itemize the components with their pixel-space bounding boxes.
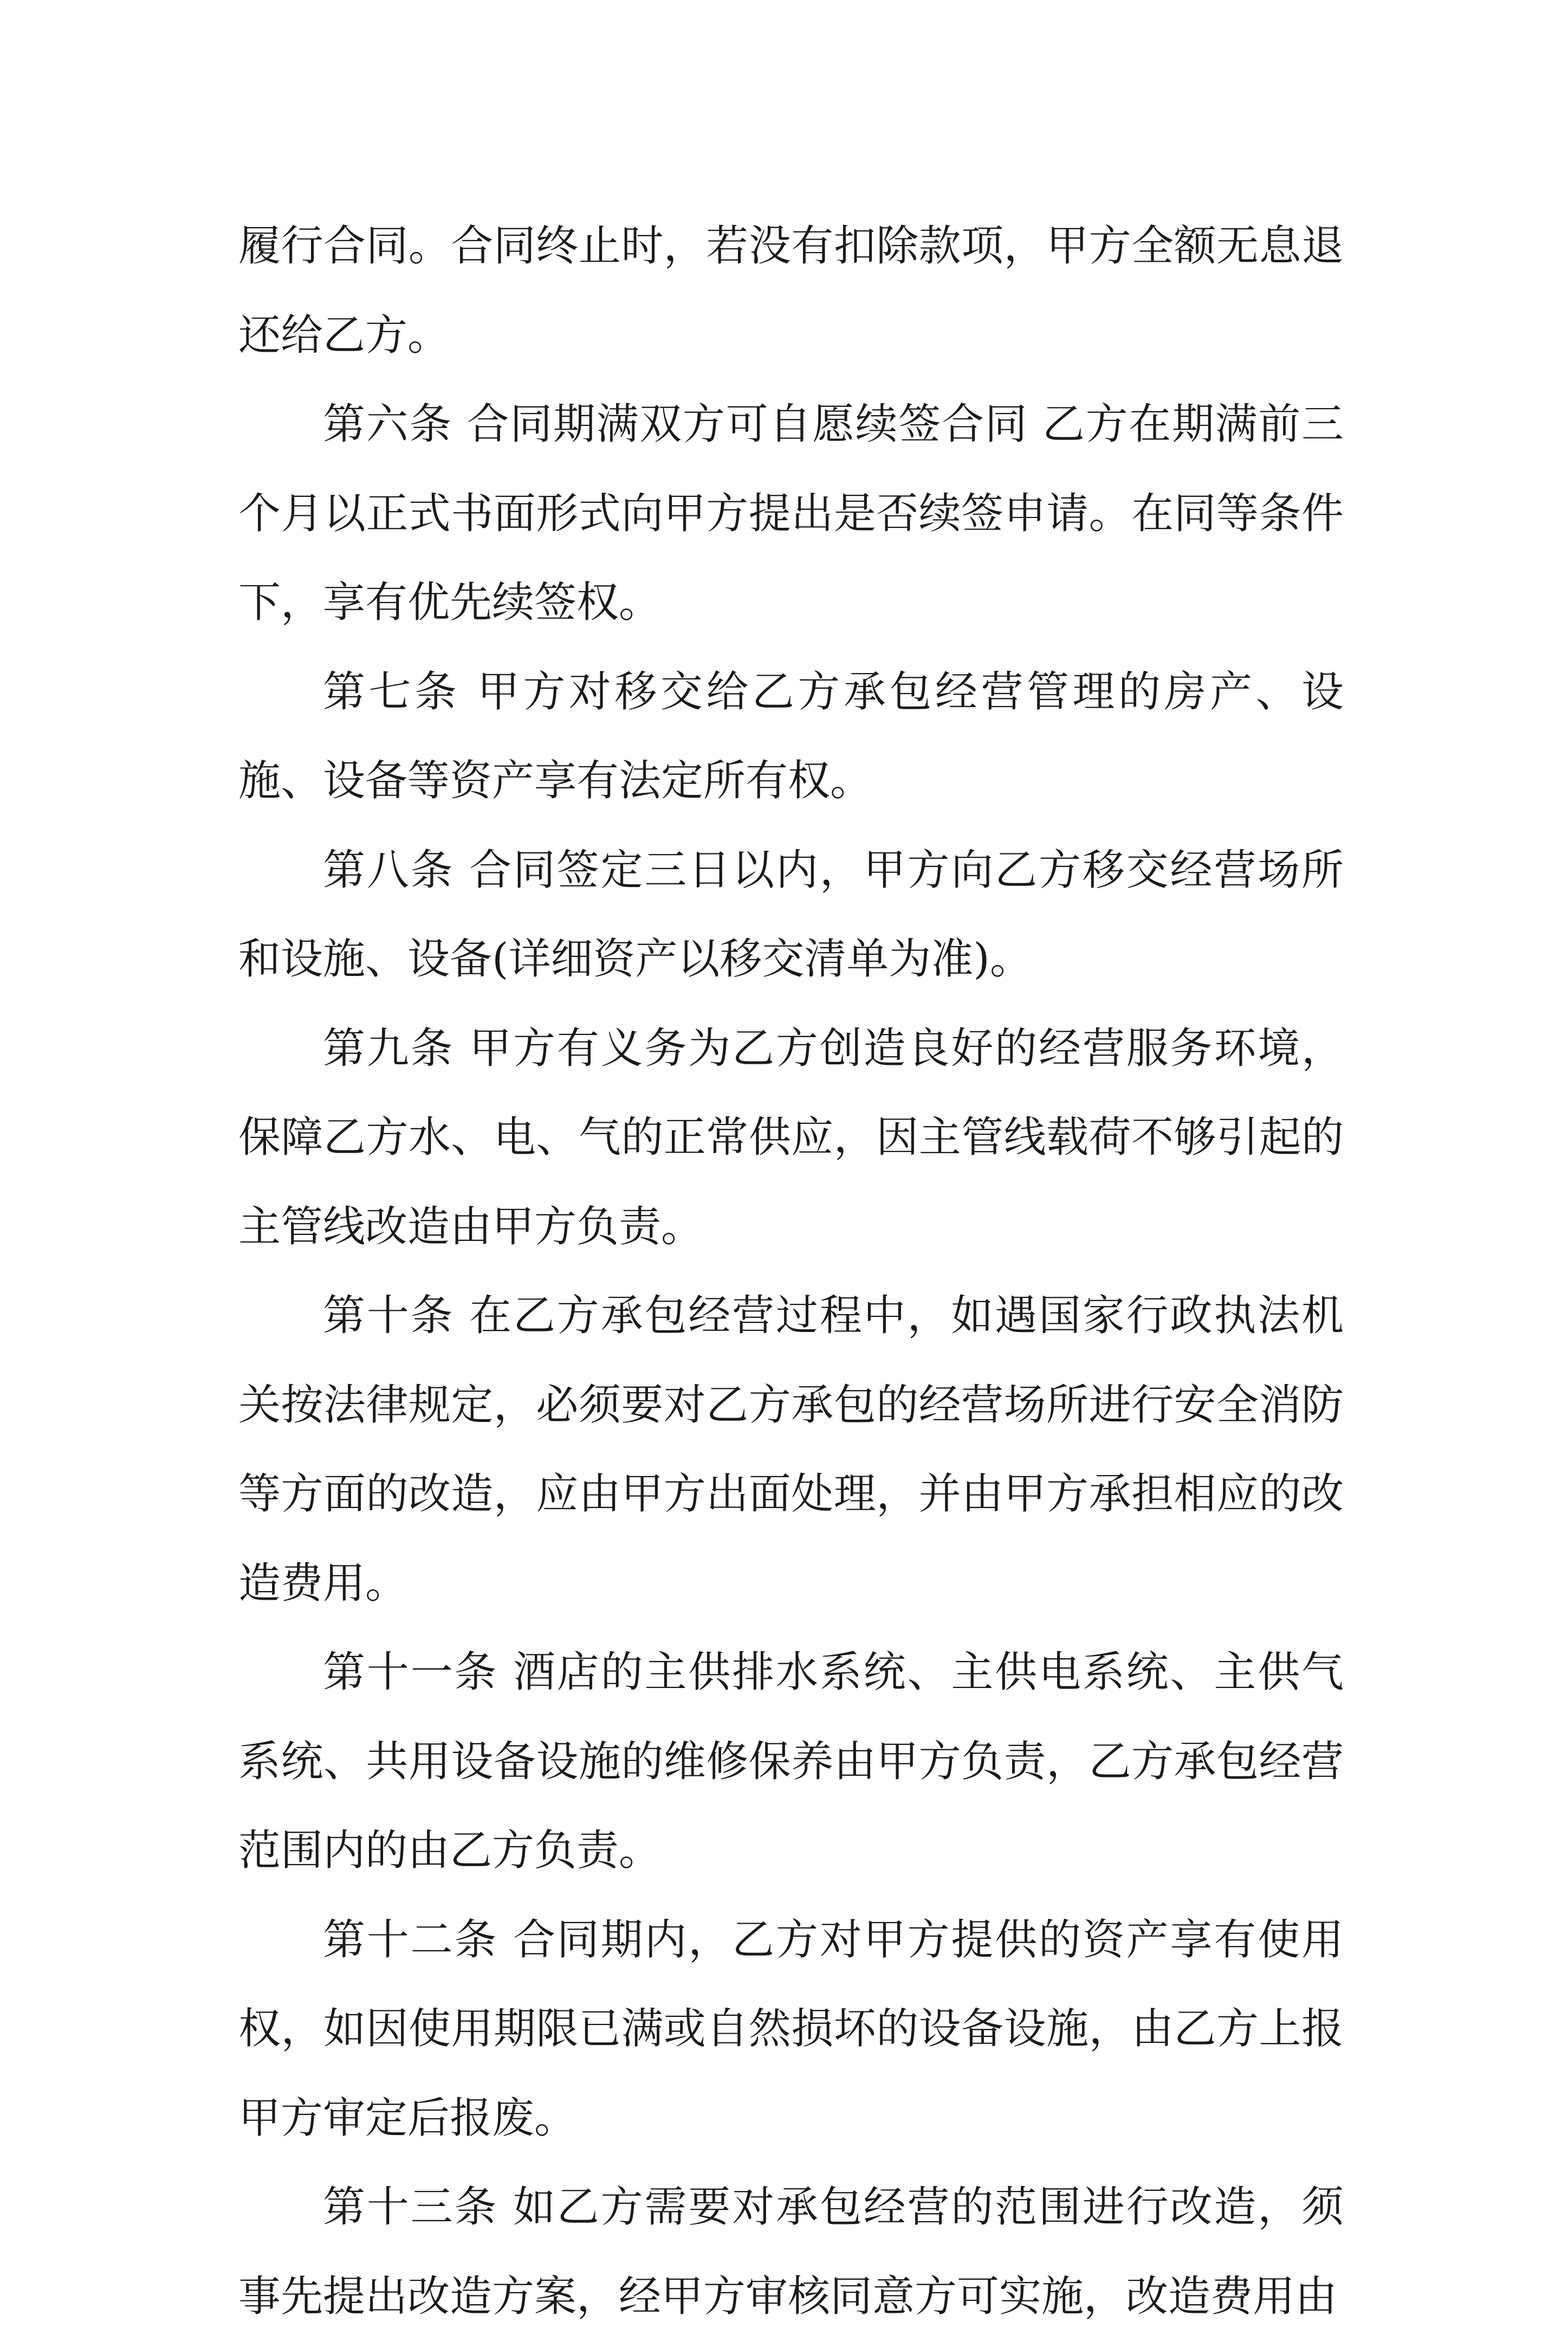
article-9: 第九条 甲方有义务为乙方创造良好的经营服务环境，保障乙方水、电、气的正常供应，因主管线载荷不够引起的主管线改造由甲方负责。 (238, 1024, 1344, 1251)
article-7: 第七条 甲方对移交给乙方承包经营管理的房产、设施、设备等资产享有法定所有权。 (238, 667, 1344, 805)
article-13: 第十三条 如乙方需要对承包经营的范围进行改造，须事先提出改造方案，经甲方审核同意方可实施，改造费用由 (238, 2183, 1344, 2321)
article-11: 第十一条 酒店的主供排水系统、主供电系统、主供气系统、共用设备设施的维修保养由甲方负责，乙方承包经营范围内的由乙方负责。 (238, 1648, 1344, 1875)
article-6: 第六条 合同期满双方可自愿续签合同 乙方在期满前三个月以正式书面形式向甲方提出是否续签申请。在同等条件下，享有优先续签权。 (238, 400, 1344, 627)
paragraph-continuation: 履行合同。合同终止时，若没有扣除款项，甲方全额无息退还给乙方。 (238, 222, 1344, 360)
contract-body (238, 202, 1344, 2341)
article-10: 第十条 在乙方承包经营过程中，如遇国家行政执法机关按法律规定，必须要对乙方承包的经营场所进行安全消防等方面的改造，应由甲方出面处理，并由甲方承担相应的改造费用。 (238, 1291, 1344, 1608)
article-8: 第八条 合同签定三日以内，甲方向乙方移交经营场所和设施、设备(详细资产以移交清单为准)。 (238, 845, 1344, 984)
article-12: 第十二条 合同期内，乙方对甲方提供的资产享有使用权，如因使用期限已满或自然损坏的设备设施，由乙方上报甲方审定后报废。 (238, 1915, 1344, 2143)
